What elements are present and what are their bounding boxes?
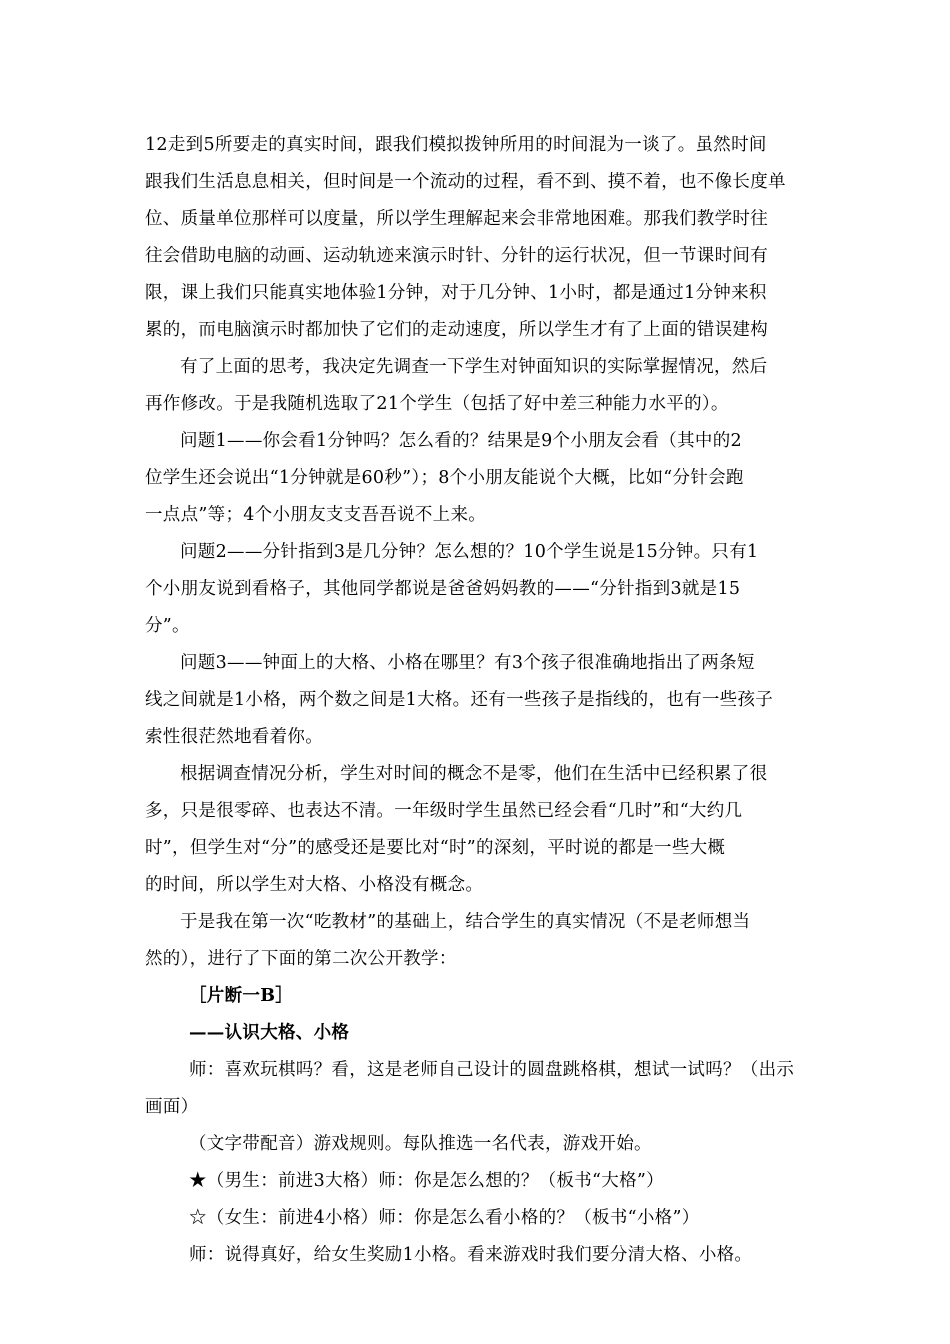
paragraph-line: 有了上面的思考，我决定先调查一下学生对钟面知识的实际掌握情况，然后 <box>180 357 768 377</box>
paragraph-line: ☆（女生：前进4小格）师：你是怎么看小格的？（板书“小格”） <box>189 1208 700 1228</box>
paragraph-line: 画面） <box>145 1097 199 1117</box>
paragraph-line: 然的），进行了下面的第二次公开教学： <box>145 949 457 969</box>
paragraph-line: 多，只是很零碎、也表达不清。一年级时学生虽然已经会看“几时”和“大约几 <box>145 801 743 821</box>
paragraph-line: （文字带配音）游戏规则。每队推选一名代表，游戏开始。 <box>189 1134 652 1154</box>
paragraph-line: 再作修改。于是我随机选取了21个学生（包括了好中差三种能力水平的）。 <box>145 394 729 414</box>
paragraph-line: 于是我在第一次“吃教材”的基础上，结合学生的真实情况（不是老师想当 <box>180 912 751 932</box>
paragraph-line: 问题2——分针指到3是几分钟？怎么想的？10个学生说是15分钟。只有1 <box>180 542 759 562</box>
paragraph-line: 累的，而电脑演示时都加快了它们的走动速度，所以学生才有了上面的错误建构 <box>145 320 768 340</box>
paragraph-line: 位学生还会说出“1分钟就是60秒”）；8个小朋友能说个大概，比如“分针会跑 <box>145 468 744 488</box>
paragraph-line: 一点点”等；4个小朋友支支吾吾说不上来。 <box>145 505 487 525</box>
paragraph-line: 根据调查情况分析，学生对时间的概念不是零，他们在生活中已经积累了很 <box>180 764 768 784</box>
subsection-heading: ——认识大格、小格 <box>189 1023 350 1043</box>
paragraph-line: ★（男生：前进3大格）师：你是怎么想的？（板书“大格”） <box>189 1171 664 1191</box>
paragraph-line: 分”。 <box>145 616 190 636</box>
paragraph-line: 往会借助电脑的动画、运动轨迹来演示时针、分针的运行状况，但一节课时间有 <box>145 246 768 266</box>
paragraph-line: 跟我们生活息息相关，但时间是一个流动的过程，看不到、摸不着，也不像长度单 <box>145 172 786 192</box>
paragraph-line: 12走到5所要走的真实时间，跟我们模拟拨钟所用的时间混为一谈了。虽然时间 <box>145 135 767 155</box>
paragraph-line: 索性很茫然地看着你。 <box>145 727 323 747</box>
paragraph-line: 师：喜欢玩棋吗？看，这是老师自己设计的圆盘跳格棋，想试一试吗？（出示 <box>189 1060 795 1080</box>
paragraph-line: 的时间，所以学生对大格、小格没有概念。 <box>145 875 484 895</box>
paragraph-line: 师：说得真好，给女生奖励1小格。看来游戏时我们要分清大格、小格。 <box>189 1245 753 1265</box>
paragraph-line: 个小朋友说到看格子，其他同学都说是爸爸妈妈教的——“分针指到3就是15 <box>145 579 741 599</box>
section-heading: ［片断一B］ <box>189 986 294 1006</box>
paragraph-line: 线之间就是1小格，两个数之间是1大格。还有一些孩子是指线的，也有一些孩子 <box>145 690 774 710</box>
paragraph-line: 位、质量单位那样可以度量，所以学生理解起来会非常地困难。那我们教学时往 <box>145 209 768 229</box>
paragraph-line: 问题1——你会看1分钟吗？怎么看的？结果是9个小朋友会看（其中的2 <box>180 431 742 451</box>
paragraph-line: 时”，但学生对“分”的感受还是要比对“时”的深刻，平时说的都是一些大概 <box>145 838 726 858</box>
paragraph-line: 问题3——钟面上的大格、小格在哪里？有3个孩子很准确地指出了两条短 <box>180 653 755 673</box>
paragraph-line: 限，课上我们只能真实地体验1分钟，对于几分钟、1小时，都是通过1分钟来积 <box>145 283 767 303</box>
